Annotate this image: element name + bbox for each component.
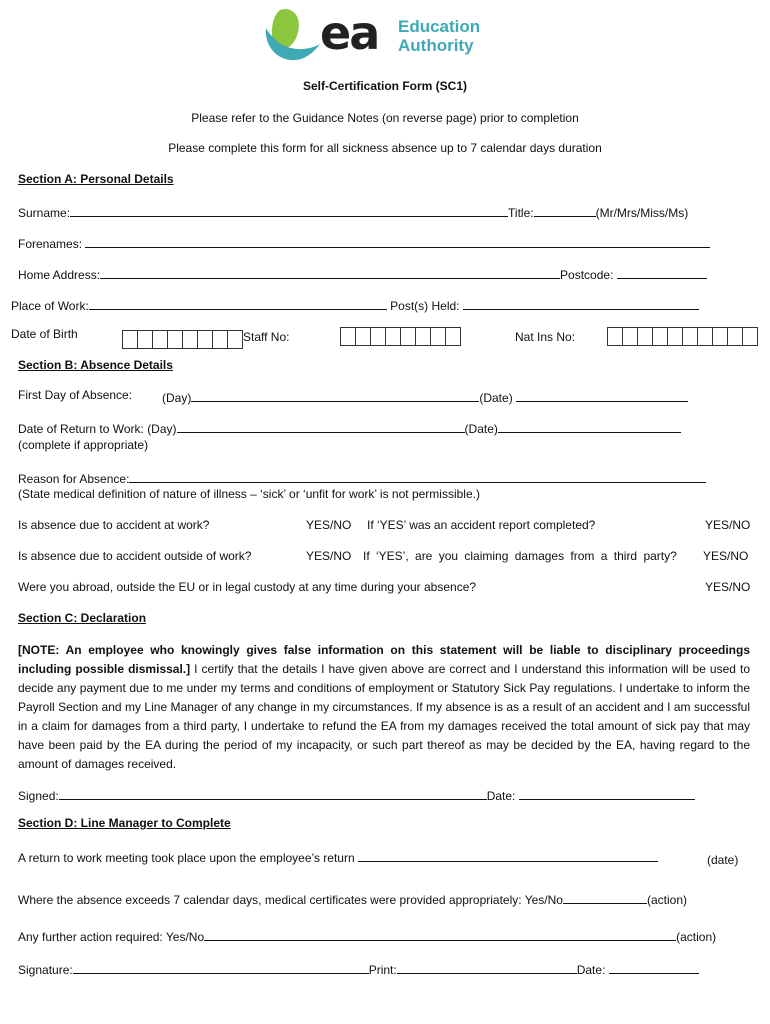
place-of-work-row (11, 296, 699, 313)
further-field[interactable] (204, 927, 676, 941)
return-label: Date of Return to Work: (18, 422, 144, 436)
q-third-party-answer[interactable]: YES/NO (703, 549, 749, 563)
place-of-work-label: Place of Work: (11, 299, 89, 313)
q-accident-report: If ‘YES’ was an accident report completed? (367, 518, 596, 532)
section-b-heading: Section B: Absence Details (18, 358, 173, 372)
return-date-field[interactable] (498, 419, 681, 433)
reason-note: (State medical definition of nature of illness – ‘sick’ or ‘unfit for work’ is not permissible.) (18, 487, 480, 501)
declaration-text: I certify that the details I have given above are correct and I understand this information will be used to decide any payment due to me under my terms and conditions of employment or Statutory Sick Pay regulations. I undertake to inform the Payroll Section and my Line Manager of any change in my circumstances. If my absence is as a result of an accident and I am successful in a claim for damages from a third party, I undertake to refund the EA from my damages received the total amount of sick pay that may have been paid by the EA during the period of my incapacity, or such part thereof as may be decided by the EA, having regard to the amount of damages received. (18, 662, 750, 771)
print-field[interactable] (397, 960, 577, 974)
declaration-note: [NOTE: An employee who knowingly gives false information on this statement will be liable to disciplinary proceedings including possible dismissal.] (18, 643, 750, 676)
signed-field[interactable] (59, 786, 487, 800)
dob-label: Date of Birth (11, 327, 78, 341)
further-action-label: (action) (676, 930, 717, 944)
form-title: Self-Certification Form (SC1) (302, 79, 467, 93)
first-day-row (162, 388, 688, 405)
declaration-paragraph (18, 641, 750, 774)
return-note: (complete if appropriate) (18, 438, 149, 452)
home-address-field[interactable] (100, 265, 560, 279)
q-abroad: Were you abroad, outside the EU or in legal custody at any time during your absence? (18, 580, 477, 594)
meeting-date-label: (date) (707, 853, 739, 867)
first-day-day-label: (Day) (162, 391, 192, 405)
section-c-heading: Section C: Declaration (18, 611, 147, 625)
ea-logo-line2: Authority (398, 36, 474, 55)
staff-no-label: Staff No: (243, 330, 290, 344)
certs-field[interactable] (563, 890, 647, 904)
surname-label: Surname: (18, 206, 71, 220)
dob-boxes[interactable] (122, 330, 243, 349)
meeting-label: A return to work meeting took place upon the employee’s return (18, 851, 355, 865)
first-day-label: First Day of Absence: (18, 388, 133, 402)
ea-logo (262, 6, 487, 64)
certs-label: Where the absence exceeds 7 calendar days, medical certificates were provided appropriately: Yes/No (18, 893, 563, 907)
meeting-field[interactable] (358, 848, 658, 862)
place-of-work-field[interactable] (89, 296, 387, 310)
certs-action-label: (action) (646, 893, 687, 907)
certs-row (18, 890, 687, 907)
intro-guidance: Please refer to the Guidance Notes (on reverse page) prior to completion (191, 111, 579, 125)
signed-label: Signed: (18, 789, 59, 803)
staff-no-boxes[interactable] (340, 327, 461, 346)
forenames-label: Forenames: (18, 237, 83, 251)
nat-ins-label: Nat Ins No: (515, 330, 576, 344)
ea-logo-mark-text: ea (320, 6, 379, 60)
nat-ins-boxes[interactable] (607, 327, 758, 346)
first-day-date-label: (Date) (479, 391, 513, 405)
title-field[interactable] (534, 203, 596, 217)
q-accident-outside: Is absence due to accident outside of work? (18, 549, 252, 563)
signature-label: Signature: (18, 963, 73, 977)
signed-row (18, 786, 695, 803)
postcode-field[interactable] (617, 265, 707, 279)
forenames-row (18, 234, 710, 251)
return-day-field[interactable] (177, 419, 465, 433)
return-row (18, 419, 681, 436)
title-label: Title: (508, 206, 534, 220)
further-row (18, 927, 716, 944)
signature-field[interactable] (73, 960, 369, 974)
return-day-label: (Day) (147, 422, 177, 436)
signature-date-field[interactable] (609, 960, 699, 974)
intro-scope: Please complete this form for all sickness absence up to 7 calendar days duration (168, 141, 602, 155)
surname-field[interactable] (70, 203, 508, 217)
further-label: Any further action required: Yes/No (18, 930, 205, 944)
section-a-heading: Section A: Personal Details (18, 172, 174, 186)
signature-date-label: Date: (576, 963, 606, 977)
print-label: Print: (368, 963, 397, 977)
reason-row (18, 469, 706, 486)
q-accident-work: Is absence due to accident at work? (18, 518, 210, 532)
q-third-party: If ‘YES’, are you claiming damages from a third party? (363, 549, 677, 563)
q-accident-work-answer[interactable]: YES/NO (306, 518, 352, 532)
home-address-label: Home Address: (18, 268, 101, 282)
postcode-label: Postcode: (560, 268, 614, 282)
ea-logo-line1: Education (398, 17, 481, 36)
first-day-date-field[interactable] (516, 388, 688, 402)
signature-row (18, 960, 699, 977)
q-abroad-answer[interactable]: YES/NO (705, 580, 751, 594)
posts-held-field[interactable] (463, 296, 699, 310)
meeting-row (18, 848, 658, 865)
title-options: (Mr/Mrs/Miss/Ms) (595, 206, 689, 220)
reason-field[interactable] (129, 469, 706, 483)
ea-logo-mark-icon (262, 6, 324, 64)
first-day-day-field[interactable] (191, 388, 479, 402)
signed-date-field[interactable] (519, 786, 695, 800)
posts-held-label: Post(s) Held: (390, 299, 460, 313)
q-accident-report-answer[interactable]: YES/NO (705, 518, 751, 532)
surname-row (18, 203, 688, 220)
q-accident-outside-answer[interactable]: YES/NO (306, 549, 352, 563)
signed-date-label: Date: (486, 789, 516, 803)
section-d-heading: Section D: Line Manager to Complete (18, 816, 231, 830)
reason-label: Reason for Absence: (18, 472, 130, 486)
return-date-label: (Date) (464, 422, 498, 436)
home-address-row (18, 265, 707, 282)
forenames-field[interactable] (85, 234, 710, 248)
